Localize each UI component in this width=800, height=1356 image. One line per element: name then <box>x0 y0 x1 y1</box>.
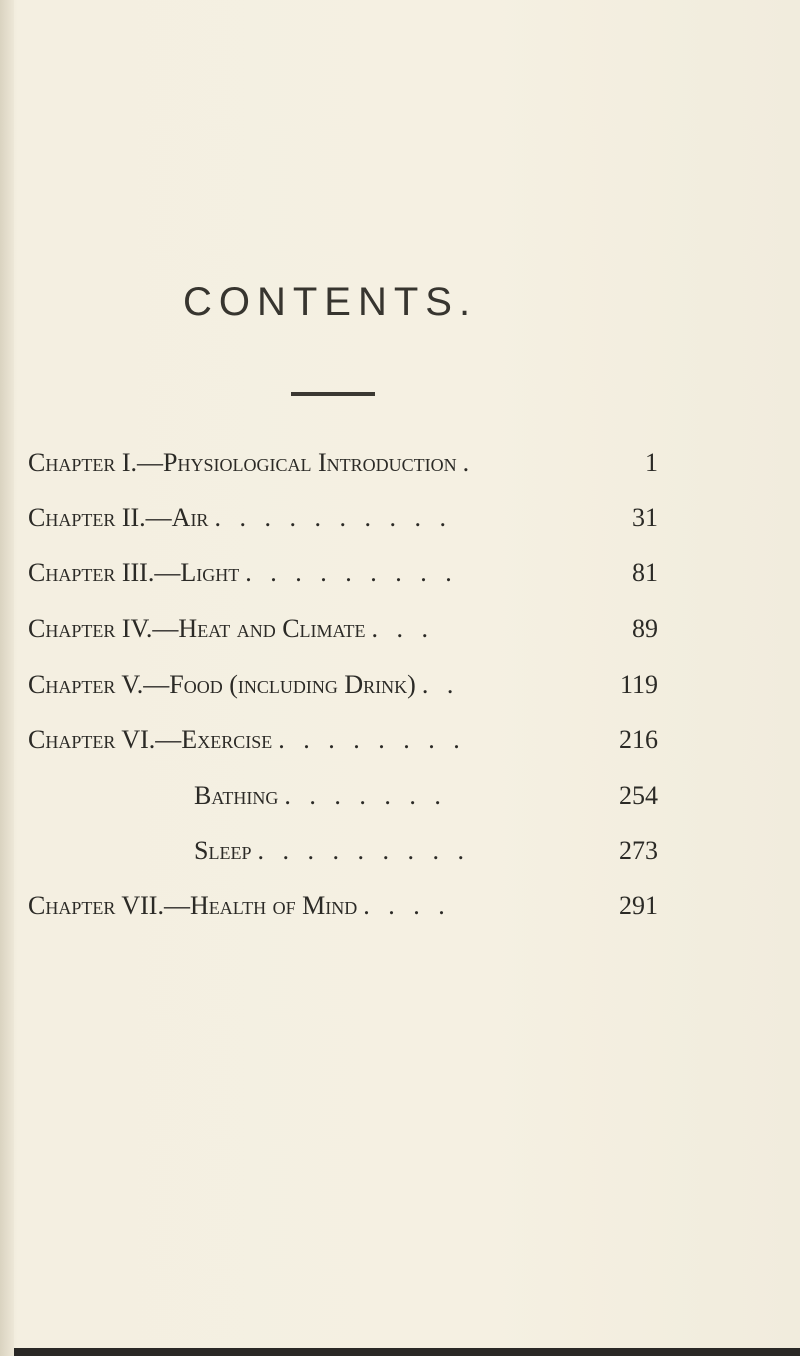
toc-entry-leader: . . . . . . . . . <box>245 558 458 587</box>
toc-entry[interactable] <box>28 498 658 538</box>
toc-entry[interactable] <box>28 831 658 871</box>
heading-rule <box>291 392 375 396</box>
toc-entry[interactable] <box>28 553 658 593</box>
page-binding-edge <box>0 0 14 1356</box>
toc-entry-leader: . . . . . . . . . <box>257 836 470 865</box>
toc-entry-label: Bathing <box>194 781 279 810</box>
toc-entry-leader: . . . . . . . . . . <box>214 503 452 532</box>
toc-entry-leader: . <box>462 448 476 477</box>
toc-entry-leader: . . . . <box>363 891 451 920</box>
toc-entry[interactable] <box>28 609 658 649</box>
toc-entry-label: Chapter IV.—Heat and Climate <box>28 614 366 643</box>
page-bottom-edge <box>14 1348 800 1356</box>
toc-entry[interactable] <box>28 665 658 705</box>
toc-entry-label: Sleep <box>194 836 252 865</box>
toc-entry-label: Chapter III.—Light <box>28 558 240 587</box>
toc-entry-label: Chapter VII.—Health of Mind <box>28 891 358 920</box>
toc-entry-label: Chapter II.—Air <box>28 503 209 532</box>
contents-heading: CONTENTS. <box>182 280 478 324</box>
toc-entry[interactable] <box>28 776 658 816</box>
toc-entry-page: 254 <box>619 781 658 810</box>
toc-entry-page: 291 <box>619 891 658 920</box>
toc-entry-page: 81 <box>632 558 658 587</box>
toc-entry-page: 89 <box>632 614 658 643</box>
toc-entry-leader: . . . <box>371 614 435 643</box>
toc-entry[interactable] <box>28 443 658 483</box>
toc-entry-label: Chapter I.—Physiological Introduction <box>28 448 457 477</box>
toc-entry-page: 119 <box>619 670 658 699</box>
toc-entry-page: 273 <box>619 836 658 865</box>
toc-entry[interactable] <box>28 720 658 760</box>
toc-entry-page: 216 <box>619 725 658 754</box>
toc-entry-leader: . . <box>421 670 460 699</box>
toc-entry-page: 1 <box>645 448 658 477</box>
toc-entry-label: Chapter VI.—Exercise <box>28 725 273 754</box>
toc-entry-leader: . . . . . . . . <box>278 725 466 754</box>
toc-entry-label: Chapter V.—Food (including Drink) <box>28 670 416 699</box>
toc-entry-page: 31 <box>632 503 658 532</box>
toc-entry[interactable] <box>28 886 658 926</box>
toc-entry-leader: . . . . . . . <box>284 781 447 810</box>
